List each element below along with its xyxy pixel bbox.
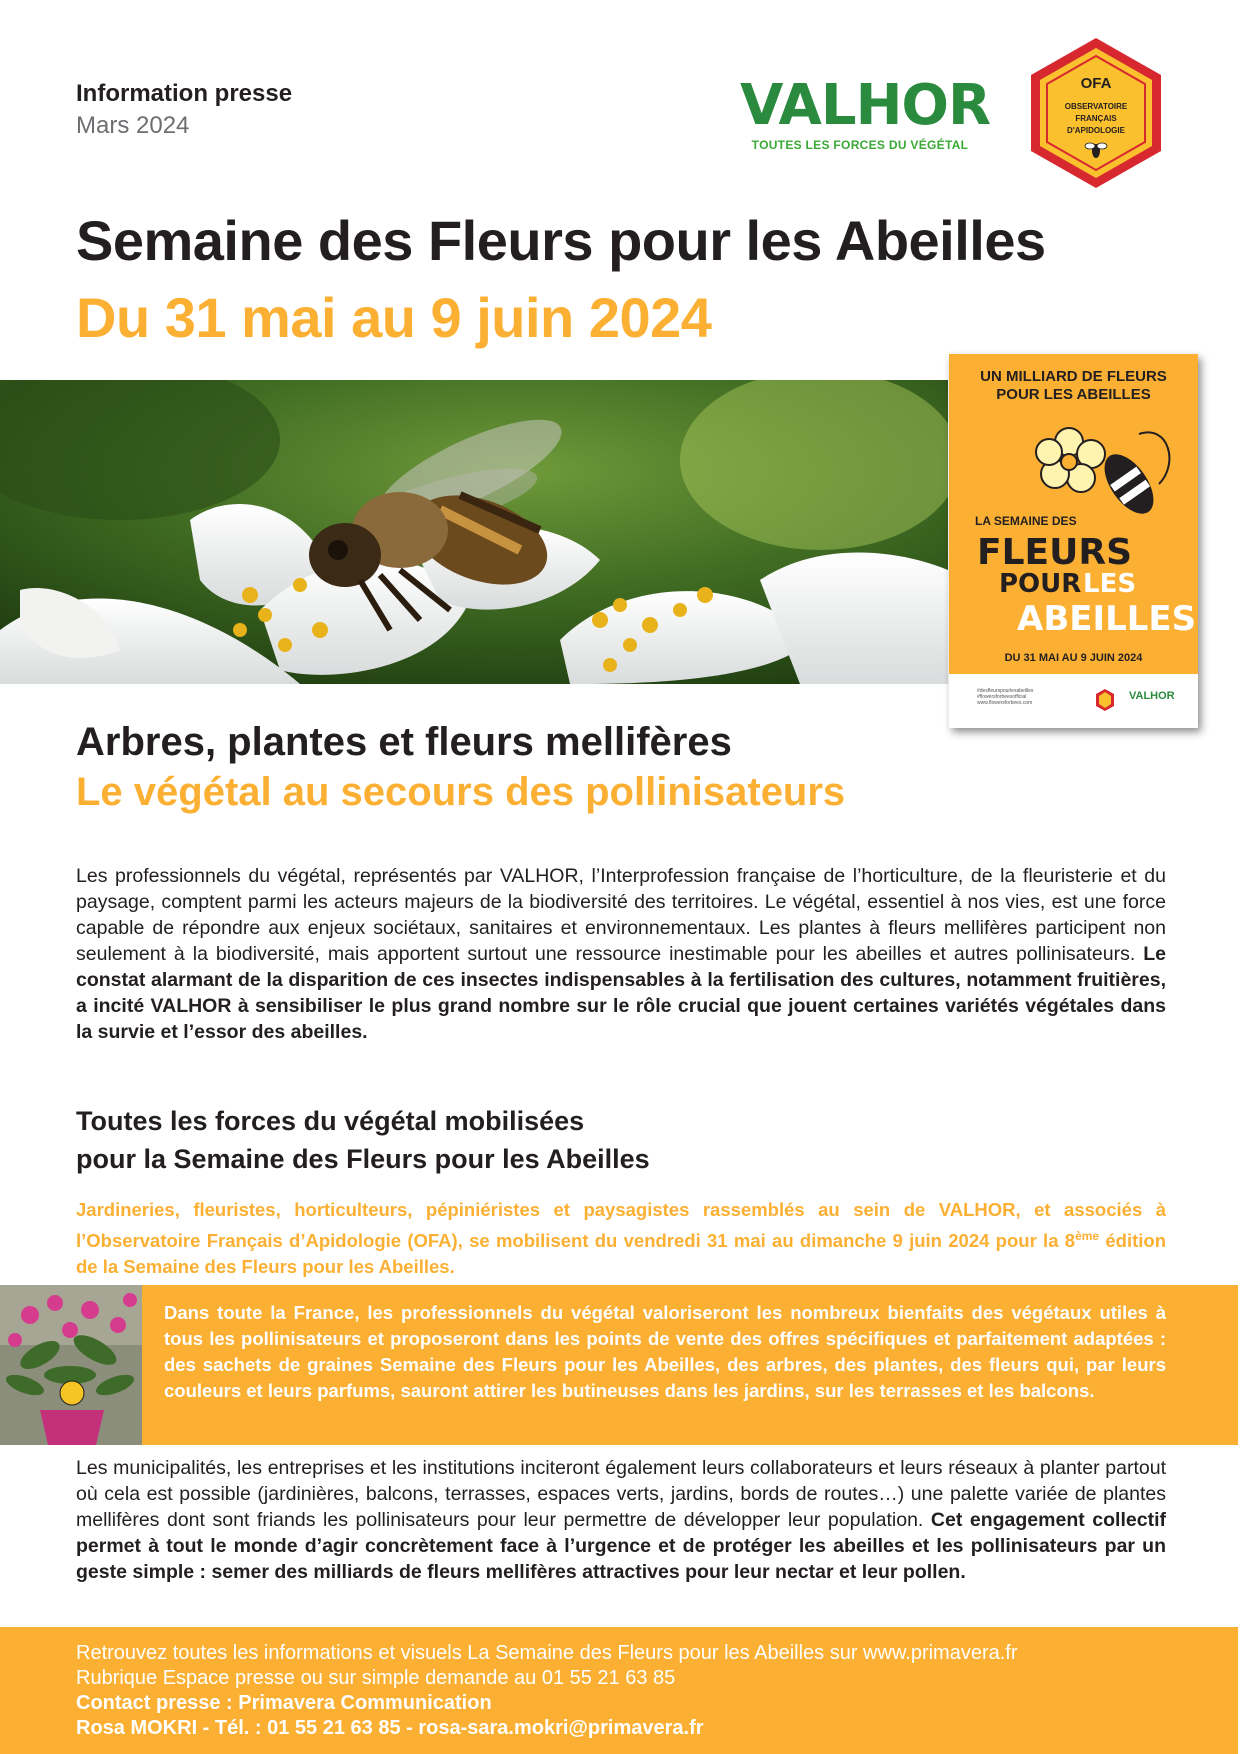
press-date: Mars 2024 — [76, 112, 190, 139]
poster-line-small: LA SEMAINE DES — [975, 514, 1077, 528]
press-label: Information presse — [76, 80, 293, 107]
band-text: Dans toute la France, les professionnels du végétal valoriseront les nombreux bienfaits des végétaux utiles à tous les pollinisateurs et proposeront dans les points de vente des offres spécifiques et parfaitement adaptées : des sachets de graines Semaine des Fleurs pour les Abeilles, des arbres, des plantes, des fleurs qui, par leurs couleurs et leurs parfums, sauront attirer les butineuses dans les jardins, sur les terrasses et les balcons. — [164, 1302, 1166, 1401]
intro-bold-text: Le constat alarmant de la disparition de ces insectes indispensables à la fertilisation des cultures, notamment fruitières, a incité VALHOR à sensibiliser le plus grand nombre sur le rôle crucial que jouent certaines variétés végétales dans la survie et l’essor des abeilles. — [76, 943, 1166, 1043]
event-poster — [949, 354, 1198, 728]
poster-word-les: LES — [1083, 569, 1137, 599]
intro-paragraph — [76, 863, 1166, 1045]
poster-valhor-logo: VALHOR — [1129, 690, 1175, 702]
press-contact-footer — [0, 1627, 1238, 1754]
ofa-name-line-1: OBSERVATOIRE — [1064, 102, 1128, 111]
poster-footer — [949, 674, 1198, 728]
potted-plant-photo — [0, 1285, 142, 1445]
poster-word-fleurs: FLEURS — [977, 532, 1133, 573]
mobilisation-paragraph: Jardineries, fleuristes, horticulteurs, pépiniéristes et paysagistes rassemblés au sein de VALHOR, et associés à l’Observatoire Français d’Apidologie (OFA), se mobilisent du vendredi 31 mai au dimanche 9 juin 2024 pour la 8ème édition de la Semaine des Fleurs pour les Abeilles. — [76, 1199, 1167, 1278]
intro-text: Les professionnels du végétal, représentés par VALHOR, l’Interprofession française de l’horticulture, de la fleuristerie et du paysage, comptent parmi les acteurs majeurs de la biodiversité des territoires. Le végétal, essentiel à nos vies, est une force capable de répondre aux enjeux sociétaux, sanitaires et environnementaux. Les plantes à fleurs mellifères participent non seulement à la biodiversité, mais apportent surtout une ressource inestimable pour les abeilles et autres pollinisateurs. — [76, 865, 1166, 965]
poster-hashtags: #desfleurspourlesabeilles #flowersforbeesofficial www.flowersforbees.com — [977, 688, 1034, 706]
poster-headline: UN MILLIARD DE FLEURS POUR LES ABEILLES — [980, 368, 1167, 403]
ofa-abbr: OFA — [1080, 75, 1112, 92]
closing-bold-text: Cet engagement collectif permet à tout le monde d’agir concrètement face à l’urgence et de protéger les abeilles et les pollinisateurs par un geste simple : semer des milliards de fleurs mellifères attractives pour leur nectar et leur pollen. — [76, 1509, 1166, 1583]
footer-rubrique-line: Rubrique Espace presse ou sur simple demande au 01 55 21 63 85 — [76, 1667, 676, 1689]
subsection-title: Toutes les forces du végétal mobilisées pour la Semaine des Fleurs pour les Abeilles — [76, 1106, 650, 1174]
valhor-wordmark: VALHOR — [740, 73, 991, 138]
main-dates: Du 31 mai au 9 juin 2024 — [76, 286, 712, 349]
section-title: Arbres, plantes et fleurs mellifères — [76, 720, 732, 764]
poster-flower-bee-icon — [1029, 414, 1179, 524]
footer-info-line: Retrouvez toutes les informations et visuels La Semaine des Fleurs pour les Abeilles sur www.primavera.fr — [76, 1642, 1018, 1664]
ofa-name-line-2: FRANÇAIS — [1075, 114, 1117, 123]
poster-word-pour: POUR — [999, 569, 1082, 599]
closing-text: Les municipalités, les entreprises et les institutions inciteront également leurs collaborateurs et leurs réseaux à planter partout où cela est possible (jardinières, balcons, terrasses, espaces verts, jardins, bords de routes…) une palette variée de plantes mellifères dont sont friands les pollinisateurs pour leur permettre de développer leur population. — [76, 1457, 1166, 1531]
valhor-logo — [740, 73, 991, 152]
closing-paragraph — [76, 1455, 1166, 1585]
ofa-name-line-3: D'APIDOLOGIE — [1067, 126, 1125, 135]
main-title: Semaine des Fleurs pour les Abeilles — [76, 209, 1046, 272]
poster-word-abeilles: ABEILLES — [1017, 599, 1197, 639]
valhor-tagline: TOUTES LES FORCES DU VÉGÉTAL — [751, 138, 969, 152]
footer-contact-line: Contact presse : Primavera Communication — [76, 1692, 492, 1714]
highlight-band — [0, 1285, 1238, 1445]
poster-ofa-icon — [1095, 688, 1115, 712]
bee-flower-photo — [0, 380, 948, 684]
poster-dates: DU 31 MAI AU 9 JUIN 2024 — [1004, 652, 1143, 664]
ofa-logo — [1028, 36, 1164, 190]
footer-rosa-line: Rosa MOKRI - Tél. : 01 55 21 63 85 - rosa-sara.mokri@primavera.fr — [76, 1717, 704, 1739]
section-subtitle: Le végétal au secours des pollinisateurs — [76, 770, 846, 814]
